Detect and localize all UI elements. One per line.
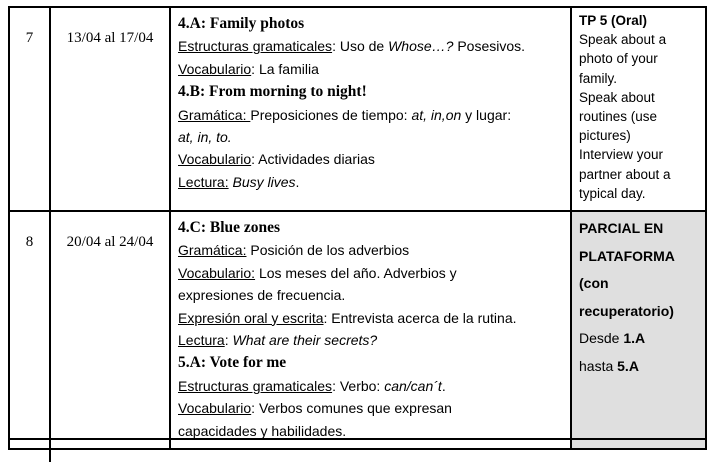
text-line: [579, 126, 702, 145]
text-segment: can/can´t: [384, 377, 442, 394]
text-segment: What are their secrets?: [232, 332, 378, 349]
text-segment: Vocabulario: [178, 400, 252, 417]
assessment-cell-shaded: [570, 440, 705, 448]
text-line: [178, 216, 566, 239]
text-line: [579, 184, 702, 203]
text-line: [579, 270, 702, 298]
text-line: [178, 239, 566, 261]
text-segment: recuperatorio): [579, 302, 674, 319]
text-line: [178, 262, 566, 284]
text-segment: Posición de los adverbios: [246, 242, 410, 259]
text-segment: Preposiciones de tiempo:: [250, 106, 412, 123]
text-line: [579, 243, 702, 271]
text-segment: 4.A: Family photos: [178, 15, 305, 32]
text-segment: Lectura: [178, 332, 225, 349]
text-segment: Vocabulario: [178, 60, 252, 77]
text-line: [178, 171, 566, 193]
week-number: 7: [25, 30, 34, 46]
schedule-row-week-7: [10, 8, 705, 210]
text-segment: Estructuras gramaticales: [178, 38, 333, 55]
text-segment: at, in, to.: [178, 129, 232, 146]
text-segment: hasta: [579, 357, 618, 374]
assessment-cell: [570, 8, 705, 210]
text-segment: 4.C: Blue zones: [178, 219, 281, 236]
text-line: [579, 30, 702, 49]
text-line: [579, 325, 702, 353]
text-segment: 5.A: Vote for me: [178, 354, 287, 372]
text-segment: capacidades y habilidades.: [178, 422, 347, 438]
text-segment: .: [295, 173, 300, 190]
text-segment: Estructuras gramaticales: [178, 377, 333, 394]
text-segment: at, in,on: [411, 106, 462, 123]
text-segment: (con: [579, 275, 609, 291]
date-range: 20/04 al 24/04: [66, 234, 154, 250]
text-segment: : Actividades diarias: [251, 151, 375, 168]
text-segment: Expresión oral y escrita: [178, 309, 324, 326]
text-line: [579, 49, 702, 68]
text-segment: Speak about a: [579, 32, 667, 48]
week-cell: [10, 440, 49, 462]
text-segment: partner about a: [579, 166, 671, 182]
text-segment: : Verbos comunes que expresan: [251, 400, 452, 417]
text-segment: Interview your: [579, 147, 664, 163]
syllabus-table: [8, 6, 707, 450]
text-line: [178, 148, 566, 170]
content-cell: [169, 440, 570, 448]
text-line: [178, 329, 566, 351]
text-segment: expresiones de frecuencia.: [178, 287, 346, 304]
text-segment: :: [224, 332, 233, 349]
text-line: [579, 165, 702, 184]
text-segment: TP 5 (Oral): [579, 13, 648, 28]
dates-cell: [49, 212, 169, 438]
text-segment: Vocabulario:: [178, 264, 256, 281]
text-segment: Lectura:: [178, 173, 229, 190]
text-segment: Whose…?: [388, 38, 454, 55]
text-segment: Posesivos.: [453, 38, 526, 55]
text-segment: : La familia: [251, 60, 319, 77]
text-line: [579, 88, 702, 107]
week-cell: [10, 212, 49, 438]
text-segment: Gramática:: [178, 106, 251, 123]
week-cell: [10, 8, 49, 210]
schedule-row-week-8: [10, 210, 705, 438]
text-segment: family.: [579, 70, 618, 86]
text-segment: Los meses del año. Adverbios y: [255, 264, 457, 281]
text-segment: 5.A: [617, 357, 639, 374]
text-segment: Busy lives: [232, 173, 296, 190]
text-line: [178, 284, 566, 306]
dates-cell: [49, 440, 169, 462]
text-segment: y lugar:: [461, 106, 512, 123]
text-segment: : Uso de: [332, 38, 389, 55]
text-segment: pictures): [579, 128, 631, 144]
text-line: [178, 35, 566, 57]
dates-cell: [49, 8, 169, 210]
text-line: [178, 420, 566, 438]
text-segment: PARCIAL EN: [579, 220, 664, 236]
text-segment: : Entrevista acerca de la rutina.: [323, 309, 517, 326]
text-line: [178, 58, 566, 80]
content-cell: [169, 212, 570, 438]
text-line: [579, 353, 702, 381]
text-line: [178, 126, 566, 148]
content-cell: [169, 8, 570, 210]
text-line: [178, 80, 566, 103]
text-line: [178, 375, 566, 397]
text-line: [579, 298, 702, 326]
text-segment: Desde: [579, 330, 624, 346]
text-line: [579, 215, 702, 243]
text-segment: Vocabulario: [178, 151, 252, 168]
text-segment: .: [441, 377, 446, 394]
text-segment: 1.A: [623, 330, 646, 346]
text-segment: Gramática:: [178, 242, 247, 259]
text-segment: routines (use: [579, 109, 658, 125]
assessment-cell-shaded: [570, 212, 705, 438]
text-line: [579, 11, 702, 30]
text-line: [178, 104, 566, 126]
text-segment: Speak about: [579, 89, 655, 105]
partial-next-row: [10, 438, 705, 448]
text-line: [579, 69, 702, 88]
text-segment: typical day.: [579, 185, 646, 201]
week-number: 8: [25, 234, 34, 250]
text-line: [178, 12, 566, 35]
text-line: [579, 107, 702, 126]
text-segment: 4.B: From morning to night!: [178, 83, 367, 101]
date-range: 13/04 al 17/04: [66, 30, 154, 46]
text-line: [178, 351, 566, 374]
text-segment: PLATAFORMA: [579, 247, 675, 264]
text-segment: photo of your: [579, 51, 658, 67]
text-line: [579, 145, 702, 164]
text-segment: : Verbo:: [332, 377, 385, 394]
text-line: [178, 307, 566, 329]
text-line: [178, 397, 566, 419]
